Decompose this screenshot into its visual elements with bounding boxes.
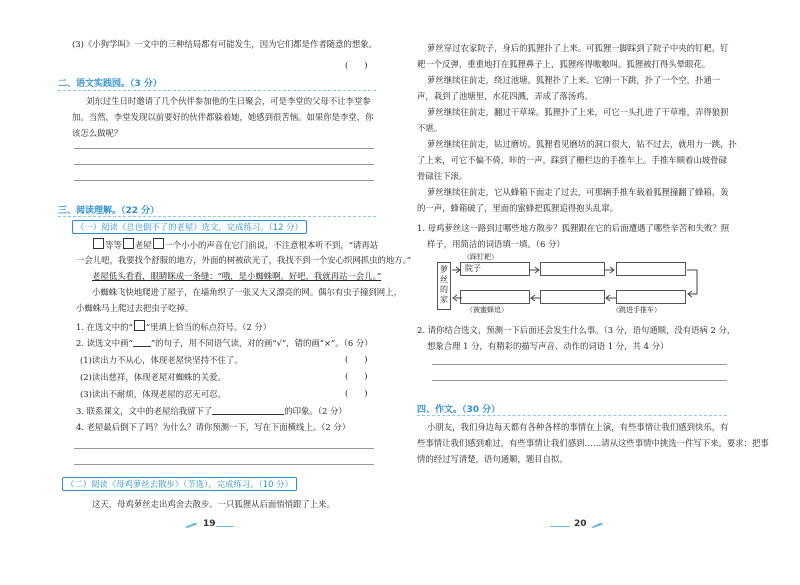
section-divider: [417, 415, 727, 416]
arrow-left-icon: [529, 294, 541, 302]
flow-step-courtyard: 院子: [460, 262, 530, 276]
text: 3. 联系课文，文中的老屋给我留下了: [76, 406, 213, 416]
answer-line[interactable]: [74, 148, 374, 149]
pencil-icon: [590, 522, 604, 528]
question-1: 1. 母鸡萝丝这一路到过哪些地方散步？狐狸跟在它的后面遭遇了哪些辛苦和失败？照: [417, 223, 730, 233]
flow-label-rake: （踩钉耙）: [463, 253, 498, 261]
arrow-turn-icon: [687, 266, 701, 298]
passage2-line: 不堪。: [417, 123, 443, 133]
passage2-line: 萝丝穿过农家院子，身后的狐狸扑了上来。可狐狸一脚踩到了院子中央的钉耙，钉: [427, 43, 729, 53]
answer-paren[interactable]: ( ): [345, 371, 368, 381]
question-2: 2. 请你结合选文，预测一下后面还会发生什么事。（3 分，语句通顺，没有语病 2 分，: [417, 325, 736, 335]
section-title-reading: 三、阅读理解。（22 分）: [58, 206, 160, 216]
answer-line[interactable]: [432, 380, 727, 381]
answer-line[interactable]: [74, 464, 374, 465]
punctuation-box[interactable]: [153, 238, 164, 249]
text: 等等: [105, 240, 122, 250]
section-divider: [58, 216, 376, 217]
passage1-line3: 老屋低头看看，眼睛眯成一条缝：“哦，是小蜘蛛啊。好吧，我就再站一会儿。”: [92, 271, 382, 281]
underline-mark: [133, 338, 151, 347]
page-number-underline: [216, 526, 234, 527]
text: 1. 在选文中的“: [76, 322, 133, 332]
passage2-line: 萝丝继续往前走，翻过干草垛。狐狸扑了上来，可它一头扎进了干草堆，弄得狼狈: [427, 107, 729, 117]
text: 老屋: [134, 240, 152, 250]
flow-step-blank[interactable]: [540, 290, 605, 304]
text: ”里填上恰当的标点符号。（2 分）: [145, 322, 272, 332]
passage1-line2: 一会儿吧，我要找个舒服的地方，外面的树被砍光了，我找不到一个安心织网抓虫的地方。”: [76, 255, 412, 265]
passage2-line: 声，栽到了池塘里，水花四溅，弄成了落汤鸡。: [417, 91, 593, 101]
page-number: 19: [203, 519, 216, 529]
right-page: [400, 0, 800, 585]
flow-step-blank[interactable]: [460, 290, 530, 304]
passage2-line: 的一声，蜂箱破了，里面的蜜蜂把狐狸追得抱头乱窜。: [417, 203, 618, 213]
essay-prompt-line: 小朋友，我们身边每天都有各种各样的事情在上演，有些事情让我们感到快乐，有: [427, 422, 729, 432]
punctuation-box: [134, 320, 145, 331]
punctuation-box[interactable]: [123, 238, 134, 249]
text: 一个小小的声音在它门前说，不注意根本听不到，“请再站: [164, 240, 379, 250]
question-2: [76, 337, 373, 349]
question-2-option-2: (2)读出慈祥，体现老屋对蜘蛛的关爱。: [80, 372, 226, 382]
answer-paren[interactable]: ( ): [345, 354, 368, 364]
subsection-title-1: [72, 220, 307, 234]
question-4: 4. 老屋最后倒下了吗？为什么？请你预测一下，写在下面横线上。（2 分）: [76, 422, 351, 432]
subsection-label: （二）阅读《母鸡萝丝去散步》（节选），完成练习。（10 分）: [62, 477, 297, 491]
q3-judgment: (3)《小狗学叫》一文中的三种结局都有可能发生，因为它们都是作者随意的想象。: [72, 39, 377, 49]
answer-line[interactable]: [74, 164, 374, 165]
answer-line[interactable]: [74, 180, 374, 181]
text: 2. 读选文中画“: [76, 338, 133, 348]
answer-paren[interactable]: ( ): [345, 388, 368, 398]
passage2-line: 萝丝继续往前走，绕过池塘。狐狸扑了上来。它刚一下跳，扑了一个空，扑通一: [427, 75, 721, 85]
arrow-left-icon: [452, 294, 462, 302]
practice-paragraph: 刘东过生日时邀请了几个伙伴参加他的生日聚会，可是李堂的父母不让李堂参加。当然，李堂发现以前要好的伙伴都躲着她，她感到很苦恼。如果你是李堂，你该怎么做呢？: [72, 96, 374, 138]
passage2-line: 骨碌往下滚。: [417, 171, 468, 181]
passage2-line: 耙一个反弹，重重地打在狐狸鼻子上，狐狸疼得嗷嗷叫。狐狸被打得头晕眼花。: [417, 59, 711, 69]
flow-home-box: 萝丝的家: [437, 262, 451, 310]
essay-prompt-line: 情的经过写清楚，语句通顺，题目自拟。: [417, 454, 568, 464]
arrow-right-icon: [452, 266, 462, 274]
page-number: 20: [574, 519, 587, 529]
question-2-option-3: (3)读出不耐烦，体现老屋的忍无可忍。: [80, 389, 226, 399]
passage1-line1: [92, 238, 378, 251]
question-1: [76, 320, 271, 333]
section-title-practice: 二、语文实践园。（3 分）: [58, 79, 162, 89]
flow-step-blank[interactable]: [540, 262, 605, 276]
answer-line[interactable]: [432, 364, 727, 365]
question-1-cont: 样子，用简洁的词语填一填。（6 分）: [427, 239, 565, 249]
answer-paren[interactable]: ( ): [345, 60, 368, 70]
passage1-line4: 小蜘蛛飞快地爬进了屋子，在墙角织了一张又大又漂亮的网。偶尔有虫子撞到网上，: [92, 287, 402, 297]
subsection-title-2: [62, 477, 297, 491]
punctuation-box[interactable]: [93, 238, 104, 249]
section-divider: [58, 90, 376, 91]
passage2-line: 萝丝继续往前走，它从蜂箱下面走了过去，可那辆手推车载着狐狸撞翻了蜂箱，轰: [427, 187, 729, 197]
text: 的印象。（2 分）: [284, 406, 347, 416]
essay-prompt-line: 些事情让我们感到难过，有些事情让我们感到……请从这些事情中挑选一件写下来。要求：把事: [417, 438, 769, 448]
passage1-line5: 小蜘蛛马上爬过去把虫子吃掉。: [76, 303, 194, 313]
question-3: [76, 405, 347, 417]
arrow-right-icon: [529, 266, 541, 274]
flow-label-cart: （跳进手推车）: [612, 306, 661, 314]
flow-step-blank[interactable]: [616, 262, 686, 276]
section-title-essay: 四、作文。（30 分）: [417, 405, 501, 415]
passage2-line: 萝丝继续往前走，钻过磨坊。狐狸看见磨坊的洞口很大，钻不过去，就用力一跳，扑: [427, 139, 737, 149]
pencil-icon: [184, 522, 198, 528]
flow-step-blank[interactable]: [616, 290, 686, 304]
subsection-label: （一）阅读《总也倒不了的老屋》选文，完成练习。（12 分）: [72, 220, 307, 234]
flow-label-bee: （被蜜蜂追）: [466, 306, 508, 314]
question-2-cont: 想象合理 1 分，有精彩的描写声音、动作的词语 1 分，共 4 分）: [427, 341, 669, 351]
arrow-right-icon: [604, 266, 616, 274]
passage2-line1: 这天，母鸡萝丝走出鸡舍去散步。一只狐狸从后面悄悄跟了上来。: [92, 499, 335, 509]
question-2-option-1: (1)读出力不从心，体现老屋快坚持不住了。: [80, 355, 243, 365]
answer-line[interactable]: [74, 448, 374, 449]
passage2-line: 了上来，可它不偏不倚，咔的一声，踩到了栅栏边的手推车上。手推车顺着山坡骨碌: [417, 155, 727, 165]
text: ”的句子，用不同语气读，对的画“√”，错的画“×”。（6 分）: [150, 338, 373, 348]
arrow-left-icon: [604, 294, 616, 302]
page-number-underline: [550, 526, 570, 527]
fill-blank[interactable]: [212, 406, 284, 415]
